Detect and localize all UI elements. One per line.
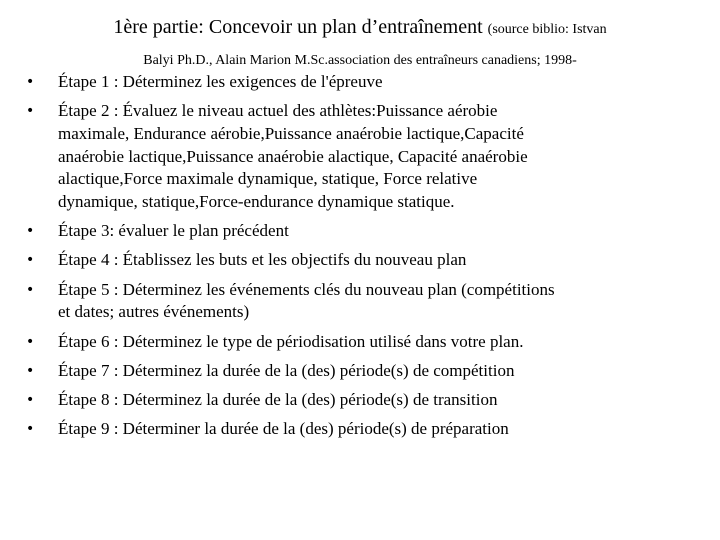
step-text: Étape 9 : Déterminer la durée de la (des) période(s) de préparation	[58, 419, 509, 439]
steps-list	[26, 71, 686, 447]
bullet-icon: •	[26, 223, 35, 240]
title-line-1	[0, 14, 720, 43]
step-text: Étape 3: évaluer le plan précédent	[58, 221, 289, 241]
list-item	[26, 249, 686, 272]
step-text: Étape 8 : Déterminez la durée de la (des) période(s) de transition	[58, 389, 498, 409]
bullet-icon: •	[26, 252, 35, 269]
step-text: Étape 7 : Déterminez la durée de la (des) période(s) de compétition	[58, 360, 515, 380]
list-item	[26, 331, 686, 354]
step-text: Étape 2 : Évaluez le niveau actuel des athlètes:Puissance aérobie maximale, Endurance aérobie,Puissance anaérobie lactique,Capacité anaérobie lactique,Puissance anaérobie alactique, Capacité anaérobie alactique,Force maximale dynamique, statique, Force relative dynamique, statique,Force-endurance dynamique statique.	[58, 101, 528, 212]
step-text: Étape 5 : Déterminez les événements clés du nouveau plan (compétitions et dates; autres événements)	[58, 279, 555, 322]
bullet-icon: •	[26, 362, 35, 379]
step-text: Étape 6 : Déterminez le type de périodisation utilisé dans votre plan.	[58, 331, 524, 351]
step-text: Étape 1 : Déterminez les exigences de l'épreuve	[58, 72, 383, 91]
slide-title	[0, 14, 720, 70]
title-line-2: Balyi Ph.D., Alain Marion M.Sc.association des entraîneurs canadiens; 1998-	[143, 53, 577, 68]
bullet-icon: •	[26, 103, 35, 120]
step-text: Étape 4 : Établissez les buts et les objectifs du nouveau plan	[58, 250, 467, 270]
title-source-name: Istvan	[572, 22, 607, 37]
list-item	[26, 279, 686, 324]
bullet-icon: •	[26, 281, 35, 298]
title-source-prefix: (source biblio:	[487, 22, 573, 37]
list-item	[26, 418, 686, 441]
list-item	[26, 71, 686, 94]
bullet-icon: •	[26, 333, 35, 350]
bullet-icon: •	[26, 391, 35, 408]
list-item	[26, 389, 686, 412]
title-main: 1ère partie: Concevoir un plan d’entraînement	[113, 16, 488, 38]
bullet-icon: •	[26, 421, 35, 438]
bullet-icon: •	[26, 74, 35, 90]
list-item	[26, 360, 686, 383]
list-item	[26, 220, 686, 243]
list-item	[26, 100, 686, 214]
